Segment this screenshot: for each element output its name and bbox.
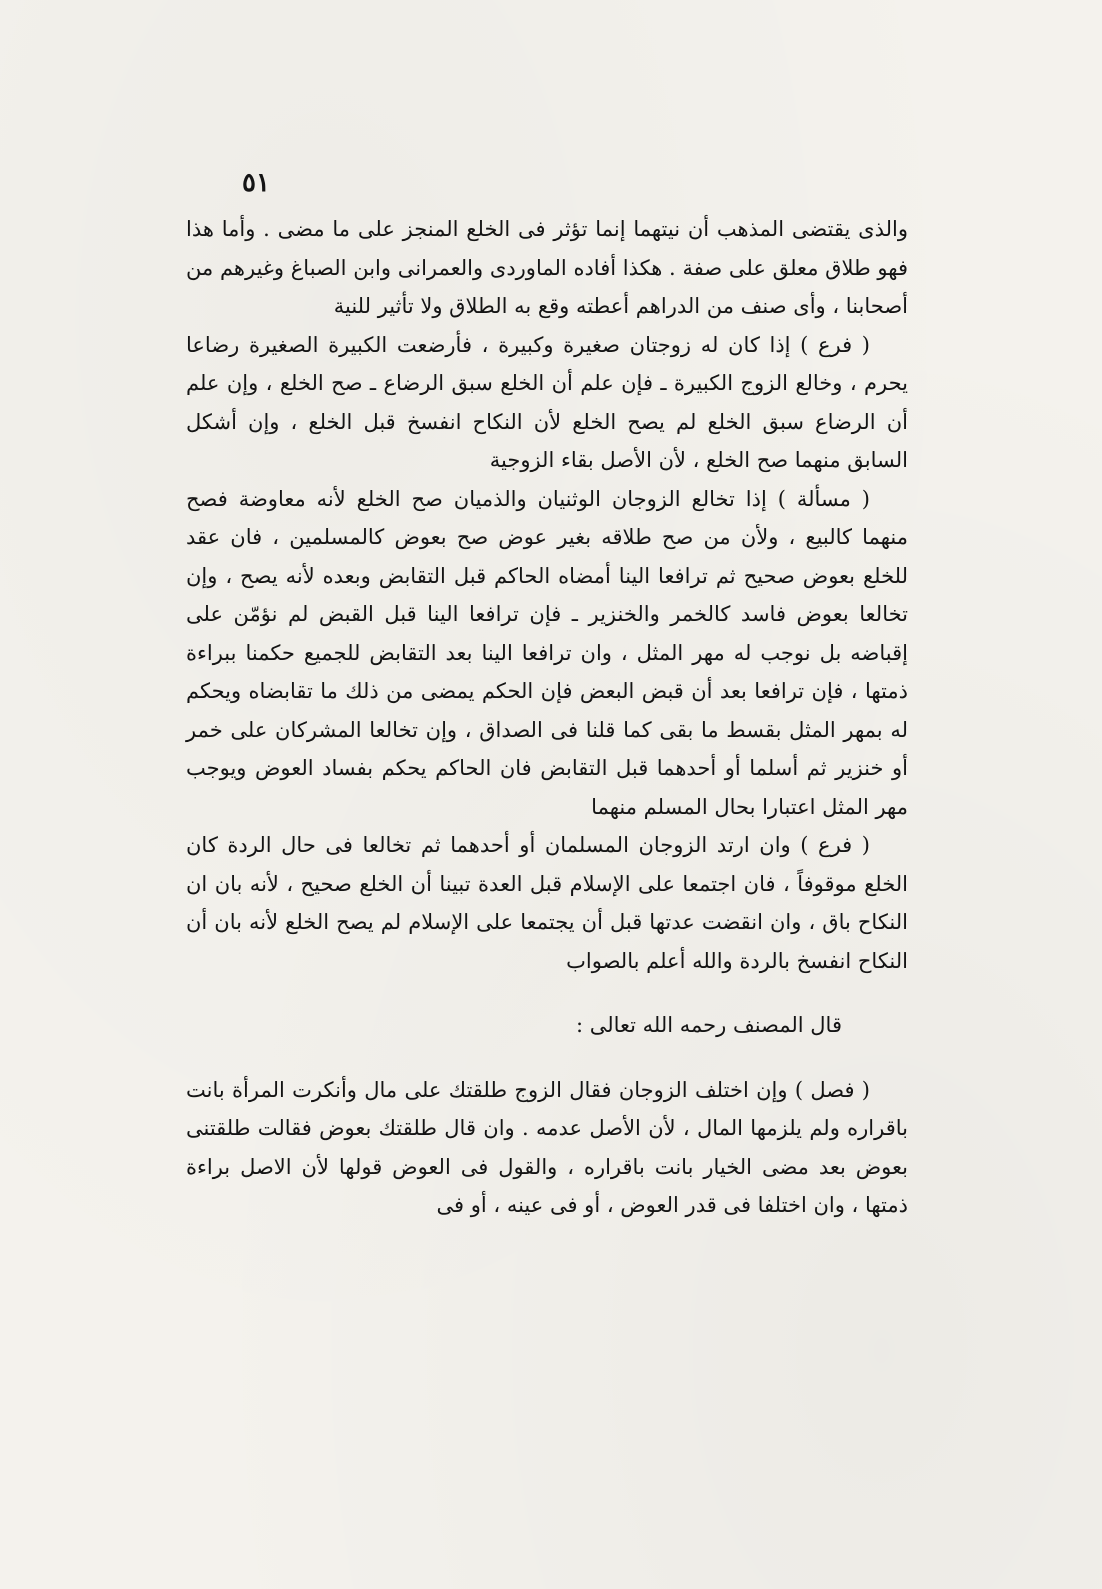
paragraph-masala: ( مسألة ) إذا تخالع الزوجان الوثنيان والذميان صح الخلع لأنه معاوضة فصح منهما كالبيع ، ولأن من صح طلاقه بغير عوض صح بعوض كالمسلمين ، فان عقد للخلع بعوض صحيح ثم ترافعا الينا أمضاه الحاكم قبل التقابض وبعده لأنه يصح ، وإن تخالعا بعوض فاسد كالخمر والخنزير ـ فإن ترافعا الينا قبل القبض لم نؤمّن على إقباضه بل نوجب له مهر المثل ، وان ترافعا الينا بعد التقابض للجميع حكمنا ببراءة ذمتها ، فإن ترافعا بعد أن قبض البعض فإن الحكم يمضى من ذلك ما تقابضاه ويحكم له بمهر المثل بقسط ما بقى كما قلنا فى الصداق ، وإن تخالعا المشركان على خمر أو خنزير ثم أسلما أو أحدهما قبل التقابض فان الحاكم يحكم بفساد العوض ويوجب مهر المثل اعتبارا بحال المسلم منهما <box>186 486 908 819</box>
section-heading: قال المصنف رحمه الله تعالى : <box>575 1013 842 1037</box>
paragraph-intro: والذى يقتضى المذهب أن نيتهما إنما تؤثر فى الخلع المنجز على ما مضى . وأما هذا فهو طلاق معلق على صفة . هكذا أفاده الماوردى والعمرانى وابن الصباغ وغيرهم من أصحابنا ، وأى صنف من الدراهم أعطته وقع به الطلاق ولا تأثير للنية <box>186 217 908 318</box>
page-number: ٥١ <box>242 168 270 198</box>
paragraph-far-1: ( فرع ) إذا كان له زوجتان صغيرة وكبيرة ، فأرضعت الكبيرة الصغيرة رضاعا يحرم ، وخالع الزوج الكبيرة ـ فإن علم أن الخلع سبق الرضاع ـ صح الخلع ، وإن علم أن الرضاع سبق الخلع لم يصح الخلع لأن النكاح انفسخ قبل الخلع ، وإن أشكل السابق منهما صح الخلع ، لأن الأصل بقاء الزوجية <box>186 332 908 472</box>
paragraph-fasl: ( فصل ) وإن اختلف الزوجان فقال الزوج طلقتك على مال وأنكرت المرأة بانت باقراره ولم يلزمها المال ، لأن الأصل عدمه . وان قال طلقتك بعوض فقالت طلقتنى بعوض بعد مضى الخيار بانت باقراره ، والقول فى العوض قولها لأن الاصل براءة ذمتها ، وان اختلفا فى قدر العوض ، أو فى عينه ، أو فى <box>186 1077 908 1217</box>
body-text <box>186 210 908 1225</box>
paragraph-far-2: ( فرع ) وان ارتد الزوجان المسلمان أو أحدهما ثم تخالعا فى حال الردة كان الخلع موقوفاً ، فان اجتمعا على الإسلام قبل العدة تبينا أن الخلع صحيح ، لأنه بان ان النكاح باق ، وان انقضت عدتها قبل أن يجتمعا على الإسلام لم يصح الخلع لأنه بان أن النكاح انفسخ بالردة والله أعلم بالصواب <box>186 833 908 973</box>
